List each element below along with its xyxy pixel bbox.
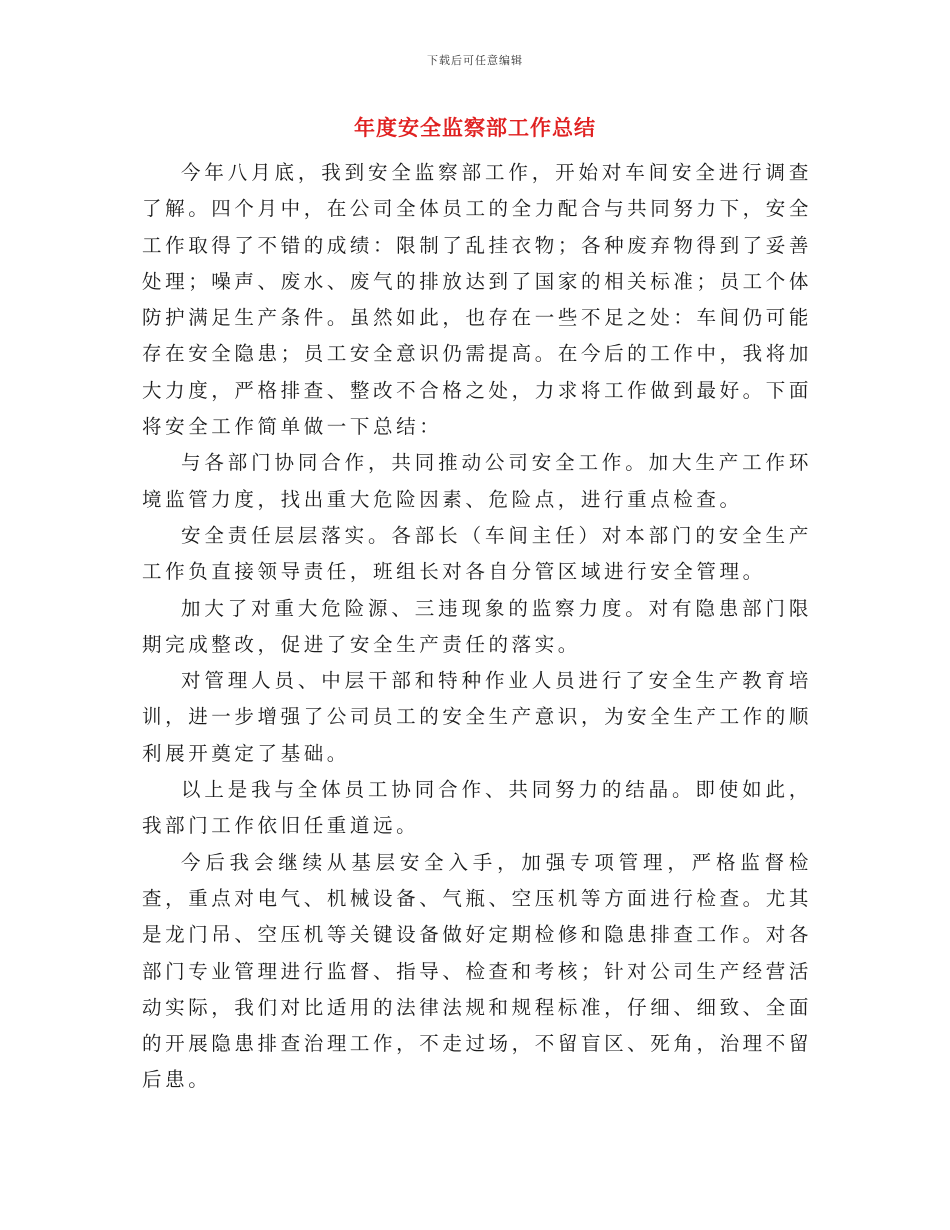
paragraph-5: 对管理人员、中层干部和特种作业人员进行了安全生产教育培训，进一步增强了公司员工的安全生产意识，为安全生产工作的顺利展开奠定了基础。 [142,669,812,765]
paragraph-7: 今后我会继续从基层安全入手，加强专项管理，严格监督检查，重点对电气、机械设备、气瓶、空压机等方面进行检查。尤其是龙门吊、空压机等关键设备做好定期检修和隐患排查工作。对各部门专业管理进行监督、指导、检查和考核；针对公司生产经营活动实际，我们对比适用的法律法规和规程标准，仔细、细致、全面的开展隐患排查治理工作，不走过场，不留盲区、死角，治理不留后患。 [142,850,812,1092]
document-body [142,155,812,1099]
paragraph-2: 与各部门协同合作，共同推动公司安全工作。加大生产工作环境监管力度，找出重大危险因素、危险点，进行重点检查。 [142,451,812,511]
paragraph-6: 以上是我与全体员工协同合作、共同努力的结晶。即使如此，我部门工作依旧任重道远。 [142,778,812,838]
paragraph-1: 今年八月底，我到安全监察部工作，开始对车间安全进行调查了解。四个月中，在公司全体员工的全力配合与共同努力下，安全工作取得了不错的成绩：限制了乱挂衣物；各种废弃物得到了妥善处理；噪声、废水、废气的排放达到了国家的相关标准；员工个体防护满足生产条件。虽然如此，也存在一些不足之处：车间仍可能存在安全隐患；员工安全意识仍需提高。在今后的工作中，我将加大力度，严格排查、整改不合格之处，力求将工作做到最好。下面将安全工作简单做一下总结： [142,161,812,439]
paragraph-3: 安全责任层层落实。各部长（车间主任）对本部门的安全生产工作负直接领导责任，班组长对各自分管区域进行安全管理。 [142,523,812,584]
header-note: 下载后可任意编辑 [427,54,523,67]
paragraph-4: 加大了对重大危险源、三违现象的监察力度。对有隐患部门限期完成整改，促进了安全生产责任的落实。 [142,596,812,656]
document-title: 年度安全监察部工作总结 [354,115,596,140]
